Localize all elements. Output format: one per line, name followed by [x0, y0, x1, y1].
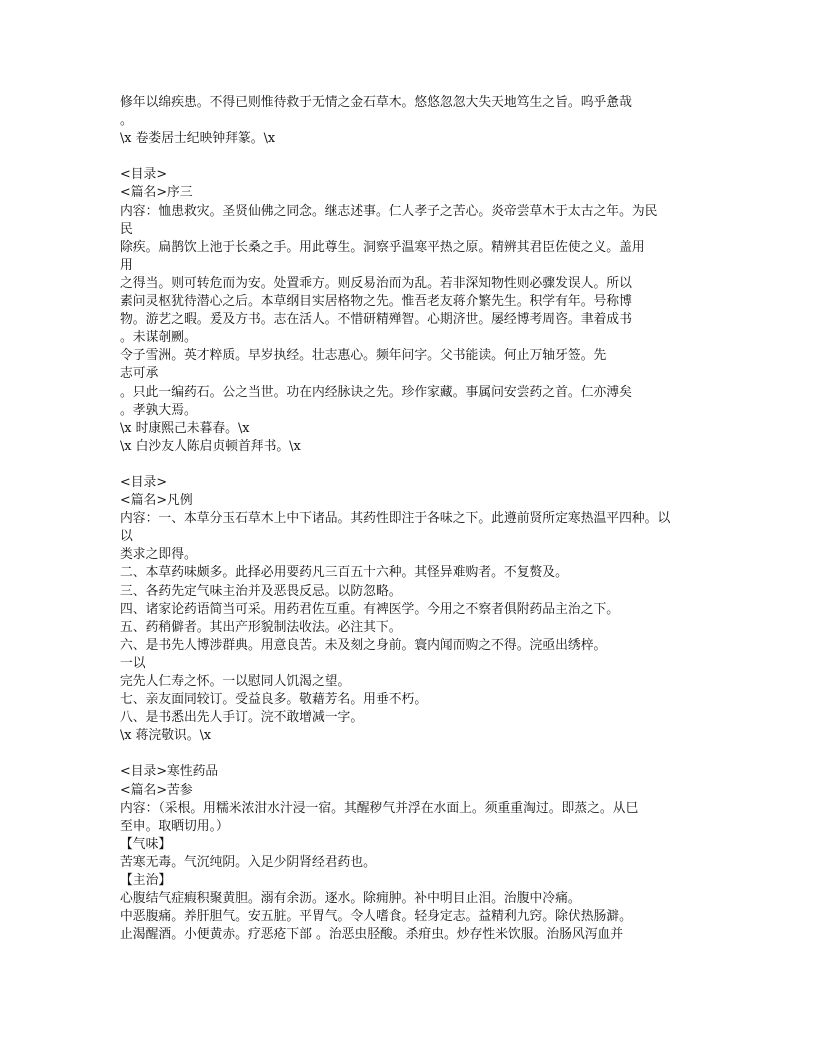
text-line: 二、本草药味颇多。此择必用要药凡三百五十六种。其怪异难购者。不复赘及。 — [120, 565, 568, 581]
text-line: <篇名>凡例 — [120, 493, 193, 509]
text-line: 心腹结气症瘕积聚黄胆。溺有余沥。逐水。除痈肿。补中明目止泪。治腹中冷痛。 — [120, 891, 581, 907]
text-line: 。只此一编药石。公之当世。功在内经脉诀之先。珍作家藏。事属问安尝药之首。仁亦溥矣 — [120, 384, 632, 400]
text-line: 。未谋剞劂。 — [120, 330, 197, 346]
text-line: \x 卷娄居士纪映钟拜篆。\x — [120, 131, 276, 147]
text-line: 一以 — [120, 655, 146, 671]
blank-line — [120, 745, 700, 763]
blank-line — [120, 148, 700, 166]
text-line: 素问灵枢犹待潜心之后。本草纲目实居格物之先。惟吾老友蒋介繁先生。积学有年。号称博 — [120, 294, 632, 310]
text-line: 内容：（采根。用糯米浓泔水汁浸一宿。其醒秽气并浮在水面上。须重重淘过。即蒸之。从巳 — [120, 800, 639, 816]
text-line: 修年以绵疾患。不得已则惟待救于无情之金石草木。悠悠忽忽大失天地笃生之旨。呜乎惫哉 — [120, 95, 632, 110]
text-line: 五、药稍僻者。其出产形貌制法收法。必注其下。 — [120, 619, 402, 635]
text-line: 八、是书悉出先人手订。浣不敢增减一字。 — [120, 710, 364, 726]
text-line: 至申。取晒切用。） — [120, 818, 229, 834]
text-line: \x 时康熙己未暮春。\x — [120, 420, 250, 436]
text-line: \x 蒋浣敬识。\x — [120, 728, 212, 744]
text-line: 六、是书先人博涉群典。用意良苦。未及刻之身前。寰内闻而购之不得。浣亟出绣梓。 — [120, 637, 607, 653]
text-line: 内容：恤患救灾。圣贤仙佛之同念。继志述事。仁人孝子之苦心。炎帝尝草木于太古之年。为民 — [120, 203, 658, 219]
text-line: 除疾。扁鹊饮上池于长桑之手。用此尊生。洞察乎温寒平热之原。精辨其君臣佐使之义。盖用 — [120, 239, 645, 255]
text-line: 物。游艺之暇。爰及方书。志在活人。不惜研精殚智。心期济世。屡经博考周咨。聿着成书 — [120, 312, 632, 328]
text-line: <目录> — [120, 167, 168, 183]
text-line: <篇名>苦参 — [120, 782, 193, 798]
text-line: 苦寒无毒。气沉纯阴。入足少阴肾经君药也。 — [120, 854, 376, 870]
text-line: 【气味】 — [120, 836, 172, 852]
text-line: 止渴醒酒。小便黄赤。疗恶疮下部 。治恶虫胫酸。杀疳虫。炒存性米饮服。治肠风泻血并 — [120, 927, 624, 943]
text-line: 。 — [120, 113, 133, 129]
document-body — [120, 94, 700, 944]
text-line: 【主治】 — [120, 873, 172, 889]
text-line: 之得当。则可转危而为安。处置乖方。则反易治而为乱。若非深知物性则必骤发误人。所以 — [120, 275, 632, 291]
text-line: 民 — [120, 221, 133, 237]
text-line: <目录> — [120, 474, 168, 490]
text-line: 四、诸家论药语简当可采。用药君佐互重。有裨医学。今用之不察者俱附药品主治之下。 — [120, 601, 620, 617]
text-line: 志可承 — [120, 366, 159, 382]
text-line: 七、亲友面同较订。受益良多。敬藉芳名。用垂不朽。 — [120, 692, 428, 708]
text-line: <目录>寒性药品 — [120, 764, 219, 780]
text-line: 令子雪洲。英才粹质。早岁执经。壮志惠心。频年问字。父书能读。何止万轴牙签。先 — [120, 348, 607, 364]
blank-line — [120, 456, 700, 474]
text-line: 中恶腹痛。养肝胆气。安五脏。平胃气。令人嗜食。轻身定志。益精利九窍。除伏热肠澼。 — [120, 909, 632, 925]
text-line: <篇名>序三 — [120, 185, 193, 201]
text-line: 用 — [120, 257, 133, 273]
text-line: 三、各药先定气味主治并及恶畏反忌。以防忽略。 — [120, 583, 402, 599]
text-line: 。孝孰大焉。 — [120, 402, 197, 418]
text-line: \x 白沙友人陈启贞顿首拜书。\x — [120, 438, 301, 454]
text-line: 以 — [120, 529, 133, 545]
text-line: 类求之即得。 — [120, 547, 197, 563]
text-line: 完先人仁寿之怀。一以慰同人饥渴之望。 — [120, 674, 351, 689]
text-line: 内容：一、本草分玉石草木上中下诸品。其药性即注于各味之下。此遵前贤所定寒热温平四种。以 — [120, 511, 671, 527]
